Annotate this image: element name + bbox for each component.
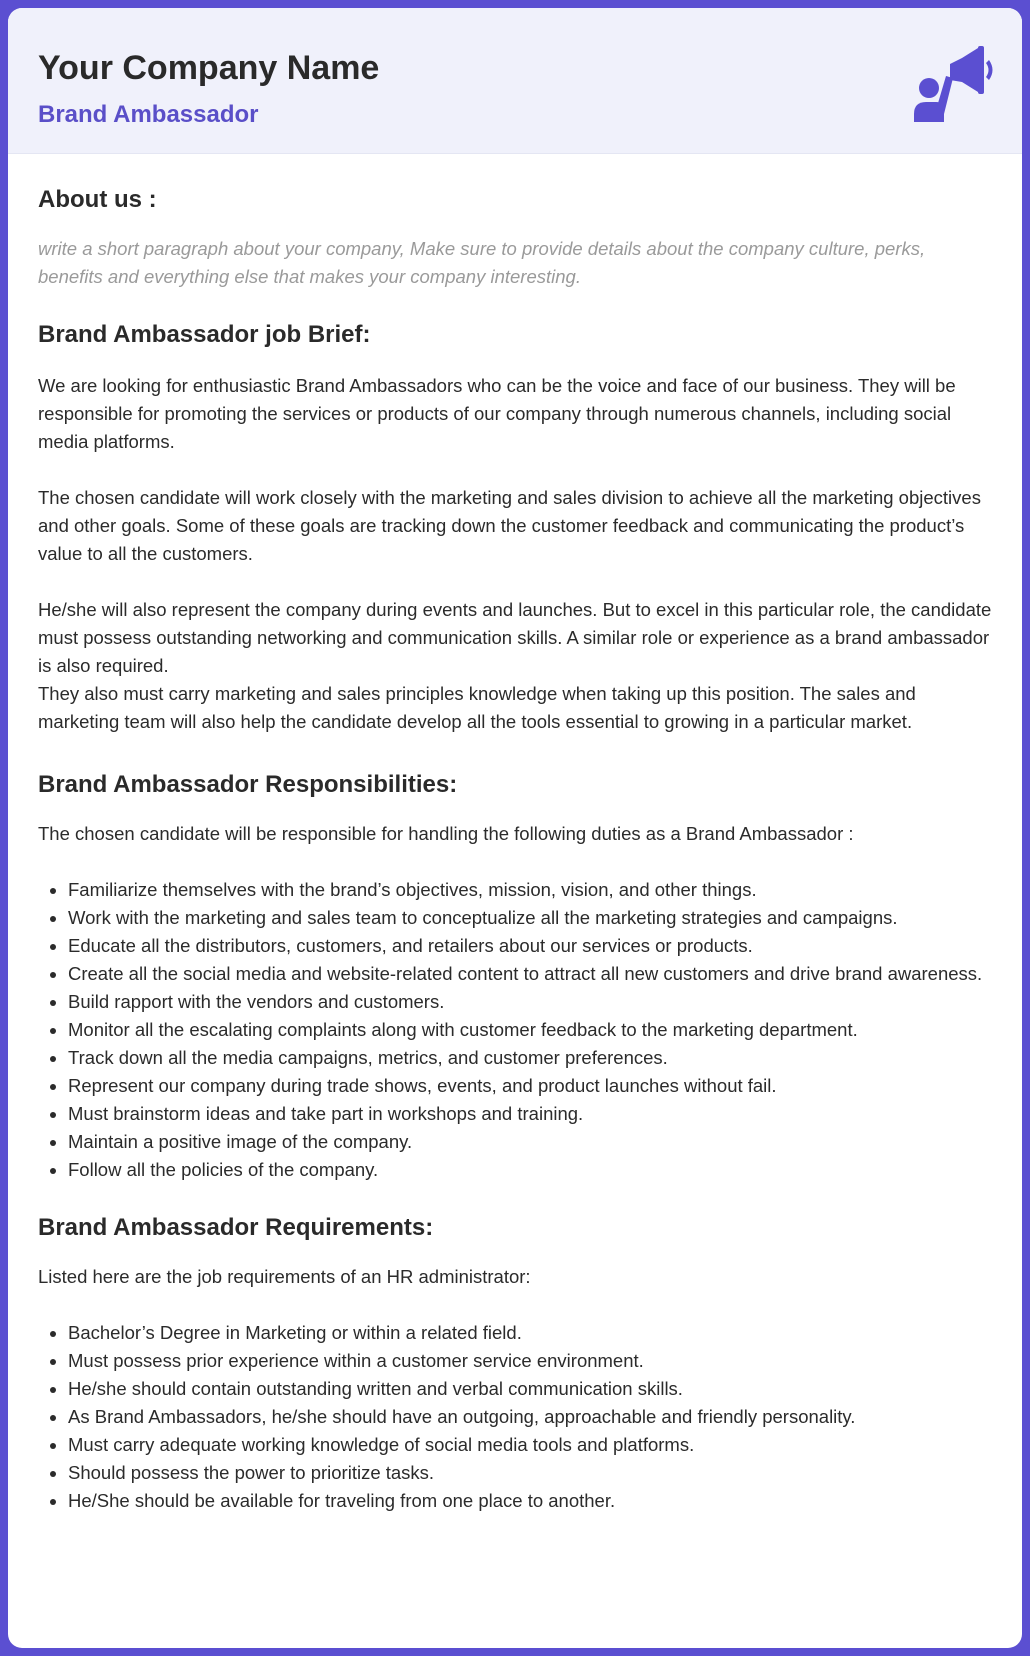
requirements-intro: Listed here are the job requirements of an HR administrator: xyxy=(38,1266,531,1287)
list-item: • He/She should be available for traveling from one place to another. xyxy=(68,1487,992,1515)
list-item: • Familiarize themselves with the brand’s objectives, mission, vision, and other things. xyxy=(68,876,992,904)
responsibilities-intro: The chosen candidate will be responsible for handling the following duties as a Brand Ambassador : xyxy=(38,823,854,844)
megaphone-person-icon xyxy=(906,40,998,132)
brief-paragraph: We are looking for enthusiastic Brand Ambassadors who can be the voice and face of our business. They will be responsible for promoting the services or products of our company through numerous channels, including social media platforms. xyxy=(38,375,956,452)
list-item: • Maintain a positive image of the company. xyxy=(68,1128,992,1156)
brief-heading: Brand Ambassador job Brief: xyxy=(38,321,371,348)
list-item: • He/she should contain outstanding written and verbal communication skills. xyxy=(68,1375,992,1403)
header xyxy=(8,8,1022,154)
brief-paragraph: They also must carry marketing and sales principles knowledge when taking up this position. The sales and marketing team will also help the candidate develop all the tools essential to growing in a particular market. xyxy=(38,683,916,732)
job-title: Brand Ambassador xyxy=(38,101,259,128)
list-item: • Track down all the media campaigns, metrics, and customer preferences. xyxy=(68,1044,992,1072)
list-item: • Should possess the power to prioritize tasks. xyxy=(68,1459,992,1487)
requirements-list xyxy=(38,1319,992,1515)
content xyxy=(8,185,1022,1515)
list-item: • Monitor all the escalating complaints along with customer feedback to the marketing department. xyxy=(68,1016,992,1044)
list-item: • Must brainstorm ideas and take part in workshops and training. xyxy=(68,1100,992,1128)
responsibilities-list xyxy=(38,876,992,1184)
list-item: • Follow all the policies of the company. xyxy=(68,1156,992,1184)
list-item: • Build rapport with the vendors and customers. xyxy=(68,988,992,1016)
brief-paragraph: The chosen candidate will work closely with the marketing and sales division to achieve all the marketing objectives and other goals. Some of these goals are tracking down the customer feedback and communicating the product’s value to all the customers. xyxy=(38,487,981,564)
about-text: write a short paragraph about your company, Make sure to provide details about the company culture, perks, benefits and everything else that makes your company interesting. xyxy=(38,238,926,287)
list-item: • Represent our company during trade shows, events, and product launches without fail. xyxy=(68,1072,992,1100)
list-item: • Create all the social media and website-related content to attract all new customers and drive brand awareness. xyxy=(68,960,992,988)
brief-paragraph: He/she will also represent the company during events and launches. But to excel in this particular role, the candidate must possess outstanding networking and communication skills. A similar role or experience as a brand ambassador is also required. xyxy=(38,599,992,676)
job-description-card xyxy=(8,8,1022,1648)
list-item: • Must possess prior experience within a customer service environment. xyxy=(68,1347,992,1375)
requirements-heading: Brand Ambassador Requirements: xyxy=(38,1214,434,1241)
list-item: • Work with the marketing and sales team to conceptualize all the marketing strategies and campaigns. xyxy=(68,904,992,932)
list-item: • Bachelor’s Degree in Marketing or within a related field. xyxy=(68,1319,992,1347)
list-item: • Educate all the distributors, customers, and retailers about our services or products. xyxy=(68,932,992,960)
list-item: • Must carry adequate working knowledge of social media tools and platforms. xyxy=(68,1431,992,1459)
responsibilities-heading: Brand Ambassador Responsibilities: xyxy=(38,771,458,798)
about-heading: About us : xyxy=(38,186,157,213)
list-item: • As Brand Ambassadors, he/she should have an outgoing, approachable and friendly personality. xyxy=(68,1403,992,1431)
company-name: Your Company Name xyxy=(38,49,380,87)
